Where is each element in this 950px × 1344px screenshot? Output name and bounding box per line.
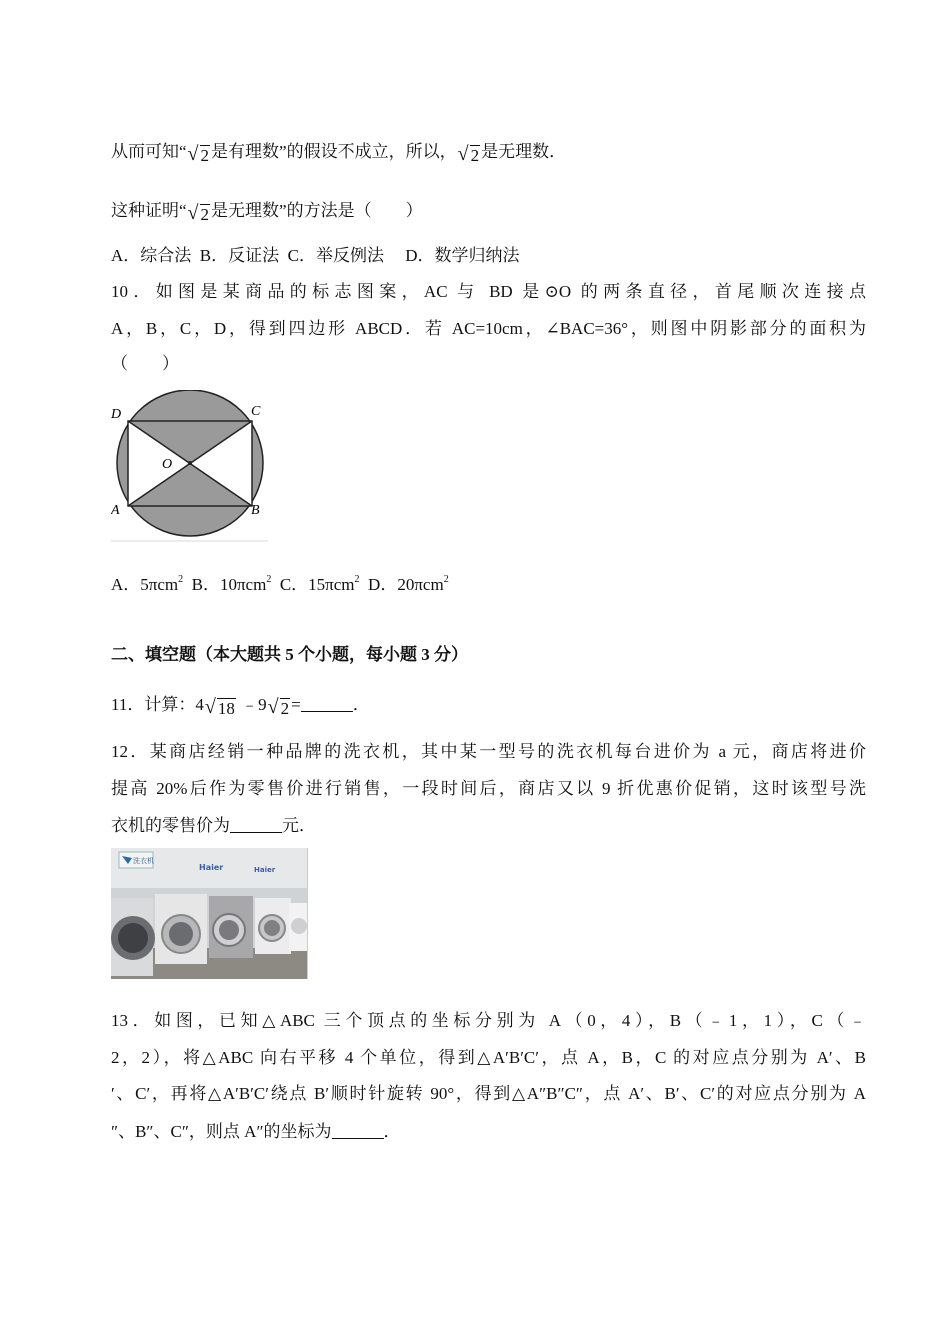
q10-line-3: （ ） bbox=[111, 354, 179, 373]
answer-blank bbox=[332, 1122, 384, 1139]
q12-line-2: 提高 20%后作为零售价进行销售，一段时间后，商店又以 9 折优惠价促销，这时该型号洗 bbox=[111, 779, 866, 798]
photo-store-sign: 洗衣机 bbox=[133, 857, 154, 865]
sqrt-expression: √ 2 bbox=[457, 143, 480, 165]
q12-line-1: 12．某商店经销一种品牌的洗衣机，其中某一型号的洗衣机每台进价为 a 元，商店将进价 bbox=[111, 742, 866, 761]
sqrt-expression: √ 18 bbox=[204, 696, 235, 718]
label-B: B bbox=[251, 503, 260, 518]
sqrt-expression: √ 2 bbox=[267, 696, 290, 718]
answer-blank bbox=[301, 695, 353, 712]
answer-blank bbox=[230, 816, 282, 833]
q10-options: A．5πcm$^2$ B．10πcm$^2$ C．15πcm$^2$ D．20πcm$^2$ bbox=[111, 574, 449, 594]
sqrt-expression: √ 2 bbox=[187, 143, 210, 165]
q13-line-1: 13．如图，已知△ABC 三个顶点的坐标分别为 A（0，4），B（﹣1，1），C（﹣ bbox=[111, 1011, 866, 1030]
label-O: O bbox=[162, 457, 173, 472]
q13-line-4: ″、B″、C″，则点 A″的坐标为 ． bbox=[111, 1122, 401, 1141]
q10-line-2: A，B，C，D，得到四边形 ABCD．若 AC=10cm，∠BAC=36°，则图中阴影部分的面积为 bbox=[111, 319, 866, 338]
proof-conclusion bbox=[111, 140, 566, 168]
label-C: C bbox=[251, 404, 261, 419]
q11-question: 11．计算：4 √ 18 ﹣9 √ 2 = ． bbox=[111, 693, 370, 721]
label-A: A bbox=[111, 503, 120, 518]
photo-brand-1: Haier bbox=[199, 863, 224, 872]
sqrt-expression: √ 2 bbox=[187, 202, 210, 224]
q9-question bbox=[111, 199, 423, 227]
q12-line-3: 衣机的零售价为 元． bbox=[111, 816, 316, 835]
washing-machine-photo bbox=[111, 848, 308, 979]
text: 是无理数． bbox=[481, 142, 567, 161]
text: 从而可知“ bbox=[111, 142, 187, 161]
photo-brand-2: Haier bbox=[254, 866, 276, 874]
text: 是无理数”的方法是（ ） bbox=[211, 201, 423, 220]
section-heading: 二、填空题（本大题共 5 个小题，每小题 3 分） bbox=[111, 645, 468, 664]
text: 这种证明“ bbox=[111, 201, 187, 220]
q10-line-1: 10．如图是某商品的标志图案，AC 与 BD 是⊙O 的两条直径，首尾顺次连接点 bbox=[111, 282, 866, 301]
label-D: D bbox=[111, 407, 122, 422]
q13-line-2: 2，2），将△ABC 向右平移 4 个单位，得到△A′B′C′，点 A，B，C 的对应点分别为 A′、B bbox=[111, 1048, 866, 1067]
text: 是有理数”的假设不成立，所以， bbox=[211, 142, 457, 161]
q9-options: A．综合法 B．反证法 C．举反例法 D．数学归纳法 bbox=[111, 246, 520, 265]
q13-line-3: ′、C′，再将△A′B′C′绕点 B′顺时针旋转 90°，得到△A″B″C″，点 A′、B′、C′的对应点分别为 A bbox=[111, 1084, 866, 1103]
circle-rectangle-figure bbox=[111, 390, 271, 542]
